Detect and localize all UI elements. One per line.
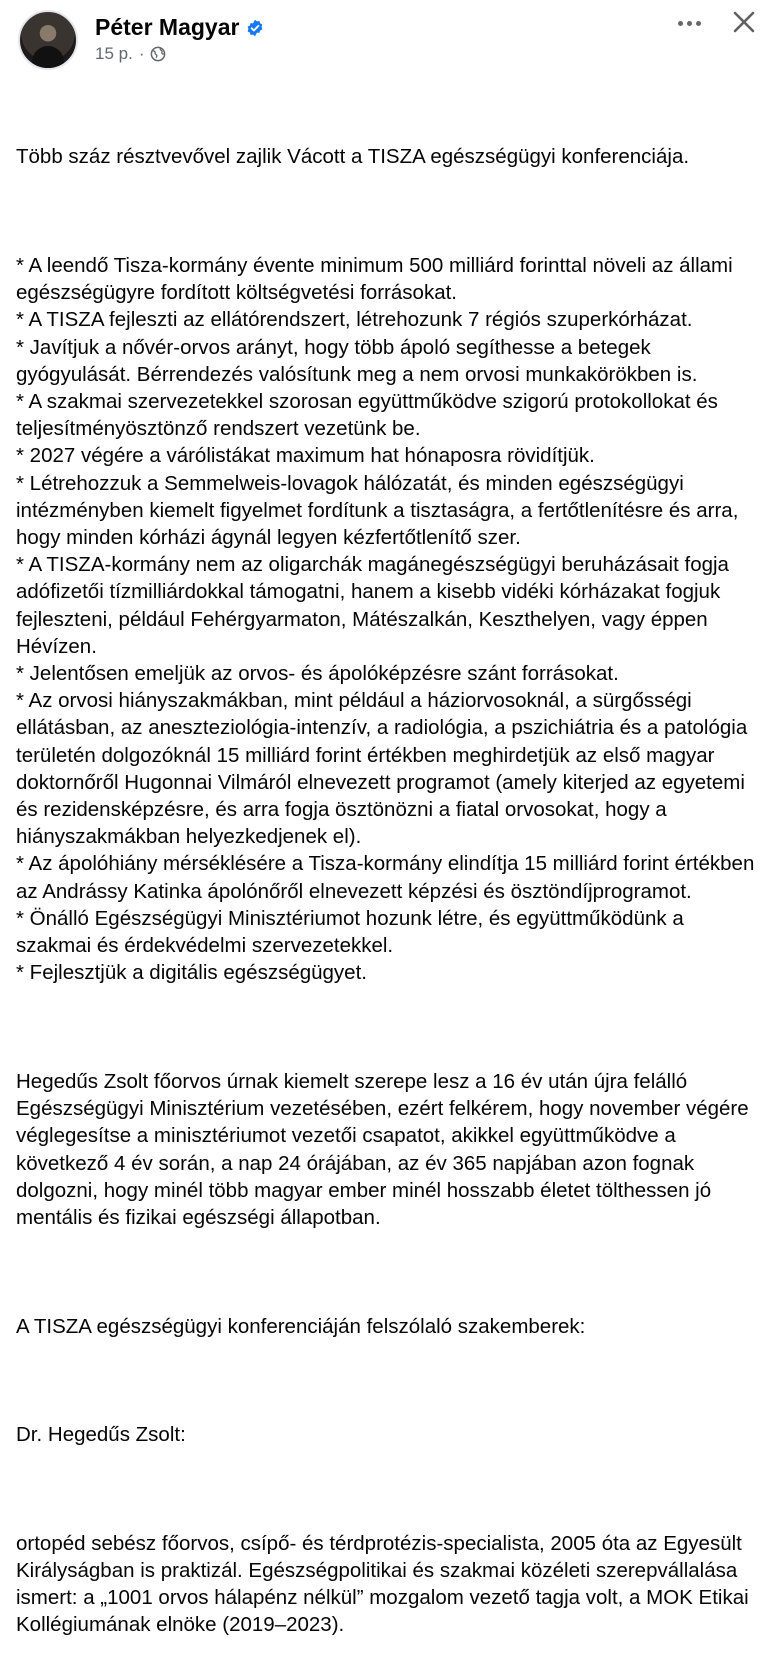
speaker-bio: ortopéd sebész főorvos, csípő- és térdprotézis-specialista, 2005 óta az Egyesült Királyságban is praktizál. Egészségpolitikai és szakmai közéleti szerepvállalása ismert: a „1001 orvos hálapénz nélkül” mozgalom vezető tagja volt, a MOK Etikai Kollégiumának elnöke (2019–2023). [16,1531,755,1637]
post-header [0,0,773,80]
verified-badge-icon [246,19,264,37]
more-dot [687,21,692,26]
author-name[interactable]: Péter Magyar [95,14,240,40]
globe-icon[interactable] [150,46,166,62]
speaker-name: Dr. Hegedűs Zsolt: [16,1423,186,1447]
more-dot [678,21,683,26]
post-bullet-list: * A leendő Tisza-kormány évente minimum 500 milliárd forinttal növeli az állami egészségügyre fordított költségvetési forrásokat. * A TISZA fejleszti az ellátórendszert, létrehozunk 7 régiós szuperkórházat. * Javítjuk a nővér-orvos arányt, hogy több ápoló segíthesse a betegek gyógyulását. Bérrendezés valósítunk meg a nem orvosi munkakörökben is. * A szakmai szervezetekkel szorosan együttműködve szigorú protokollokat és teljesítményösztönző rendszert vezetünk be. * 2027 végére a várólistákat maximum hat hónaposra rövidítjük. * Létrehozzuk a Semmelweis-lovagok hálózatát, és minden egészségügyi intézményben kiemelt figyelmet fordítunk a tisztaságra, a fertőtlenítésre és arra, hogy minden kórházi ágynál legyen kézfertőtlenítő szer. * A TISZA-kormány nem az oligarchák magánegészségügyi beruházásait fogja adófizetői tízmilliárdokkal támogatni, hanem a kisebb vidéki kórházakat fogjuk fejleszteni, például Fehérgyarmaton, Mátészalkán, Keszthelyen, vagy éppen Hévízen. * Jelentősen emeljük az orvos- és ápolóképzésre szánt forrásokat. * Az orvosi hiányszakmákban, mint például a háziorvosoknál, a sürgősségi ellátásban, az aneszteziológia-intenzív, a radiológia, a pszichiátria és a patológia területén dolgozóknál 15 milliárd forint értékben meghirdetjük az első magyar doktornőről Hugonnai Vilmáról elnevezett programot (amely kiterjed az egyetemi és rezidensképzésre, és arra fogja ösztönözni a fiatal orvosokat, hogy a hiányszakmákban helyezkedjenek el). * Az ápolóhiány mérséklésére a Tisza-kormány elindítja 15 milliárd forint értékben az Andrássy Katinka ápolónőről elnevezett képzési és ösztöndíjprogramot. * Önálló Egészségügyi Minisztériumot hozunk létre, és együttműködünk a szakmai és érdekvédelmi szervezetekkel. * Fejlesztjük a digitális egészségügyet. [16,254,755,985]
post-time[interactable]: 15 p. [95,44,133,63]
meta-separator: · [138,44,145,63]
post-body [16,89,761,1666]
close-icon[interactable] [728,6,760,38]
author-avatar[interactable] [18,10,78,70]
post-intro: Több száz résztvevővel zajlik Vácott a TISZA egészségügyi konferenciája. [16,145,690,169]
post-paragraph: Hegedűs Zsolt főorvos úrnak kiemelt szerepe lesz a 16 év után újra felálló Egészségügyi Minisztérium vezetésében, ezért felkérem, hogy november végére véglegesítse a minisztériumot vezetői csapatot, akikkel együttműködve a következő 4 év során, a nap 24 órájában, az év 365 napjában azon fognak dolgozni, hogy minél több magyar ember minél hosszabb életet tölthessen jó mentális és fizikai egészségi állapotban. [16,1069,755,1229]
author-row [95,14,264,41]
speakers-heading: A TISZA egészségügyi konferenciáján felszólaló szakemberek: [16,1314,586,1338]
more-dot [696,21,701,26]
post-meta [95,44,166,64]
more-options-button[interactable] [673,10,705,36]
